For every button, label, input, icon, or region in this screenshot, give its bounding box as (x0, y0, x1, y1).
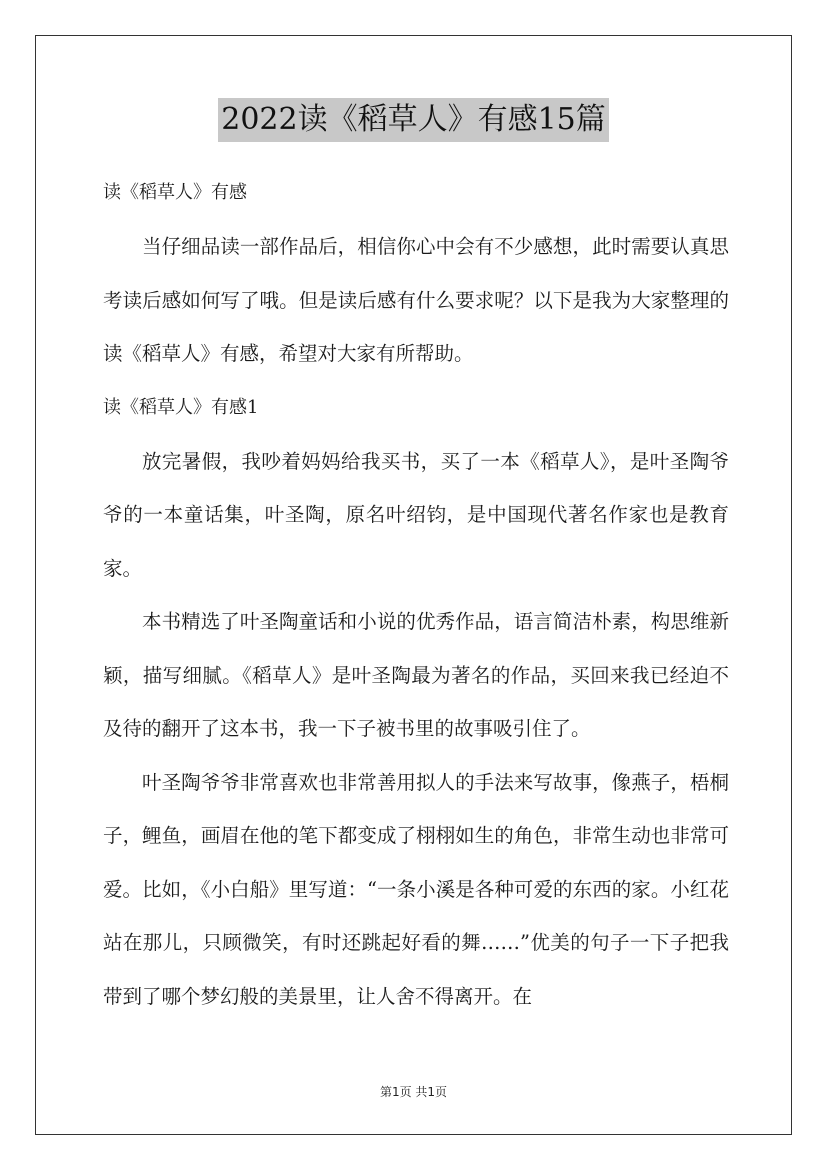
intro-paragraph: 当仔细品读一部作品后，相信你心中会有不少感想，此时需要认真思考读后感如何写了哦。但是读后感有什么要求呢？以下是我为大家整理的读《稻草人》有感，希望对大家有所帮助。 (103, 235, 729, 365)
page-number-footer: 第1页 共1页 (379, 1085, 448, 1099)
intro-heading: 读《稻草人》有感 (103, 182, 247, 203)
section-heading: 读《稻草人》有感1 (103, 396, 259, 418)
paragraph-1: 放完暑假，我吵着妈妈给我买书，买了一本《稻草人》，是叶圣陶爷爷的一本童话集，叶圣陶，原名叶绍钧，是中国现代著名作家也是教育家。 (103, 449, 729, 580)
title-container (0, 98, 827, 142)
document-title: 2022读《稻草人》有感15篇 (218, 98, 609, 142)
paragraph-2: 本书精选了叶圣陶童话和小说的优秀作品，语言简洁朴素，构思维新颖，描写细腻。《稻草人》是叶圣陶最为著名的作品，买回来我已经迫不及待的翻开了这本书，我一下子被书里的故事吸引住了。 (103, 610, 729, 740)
paragraph-3: 叶圣陶爷爷非常喜欢也非常善用拟人的手法来写故事，像燕子，梧桐子，鲤鱼，画眉在他的笔下都变成了栩栩如生的角色，非常生动也非常可爱。比如，《小白船》里写道：“一条小溪是各种可爱的东西的家。小红花站在那儿，只顾微笑，有时还跳起好看的舞……”优美的句子一下子把我带到了哪个梦幻般的美景里，让人舍不得离开。在 (103, 770, 729, 1008)
document-body (103, 172, 729, 1023)
